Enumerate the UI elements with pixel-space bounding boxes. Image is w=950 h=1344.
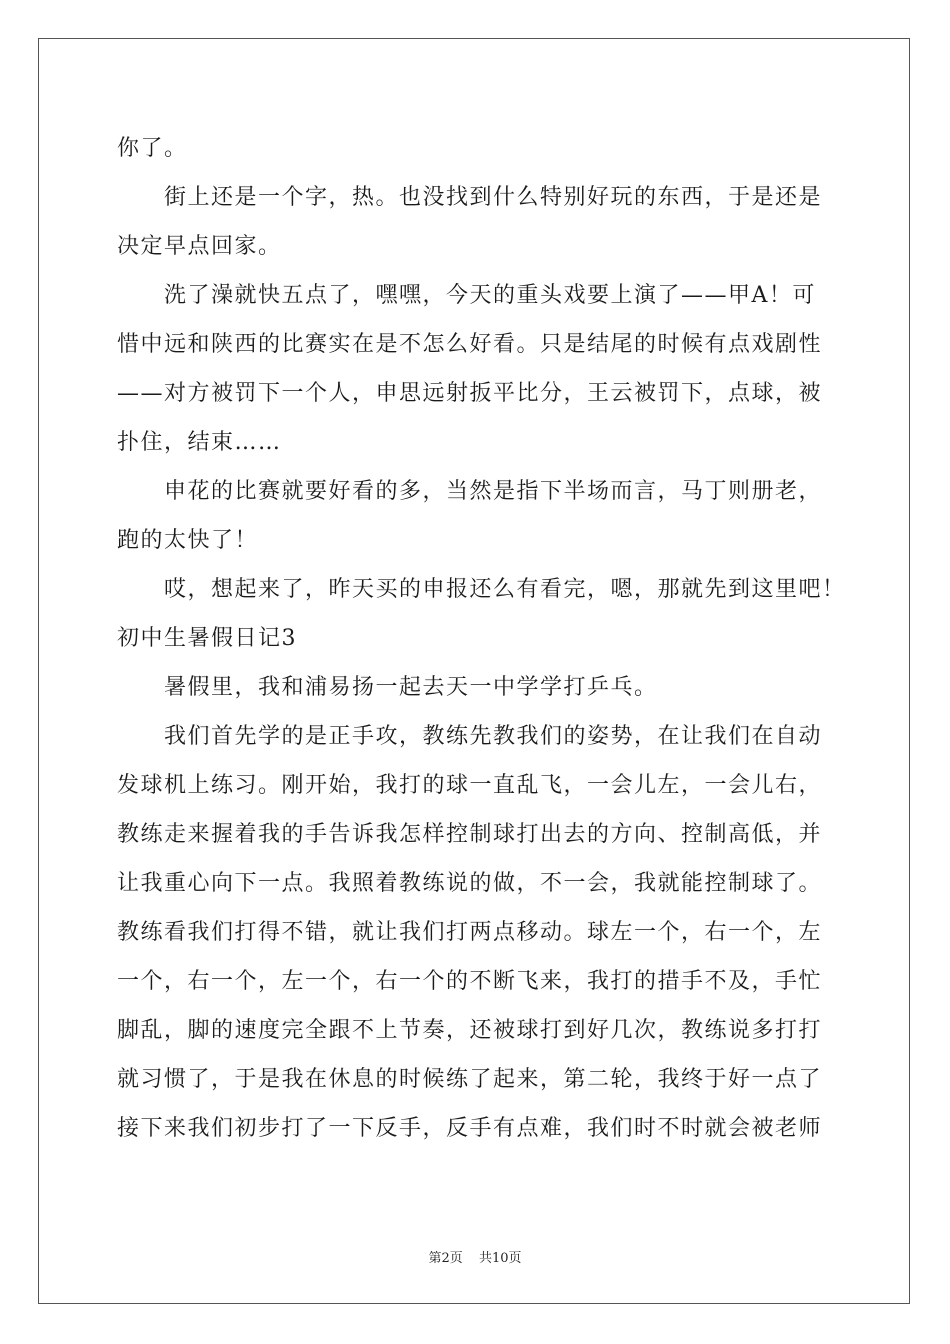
text-line: 申花的比赛就要好看的多，当然是指下半场而言，马丁则册老， bbox=[164, 479, 823, 504]
text-line: 让我重心向下一点。我照着教练说的做，不一会，我就能控制球了。 bbox=[117, 871, 823, 896]
text-line: 哎，想起来了，昨天买的申报还么有看完，嗯，那就先到这里吧！ bbox=[164, 577, 846, 602]
text-line: 你了。 bbox=[117, 136, 188, 161]
text-line: 就习惯了，于是我在休息的时候练了起来，第二轮，我终于好一点了 bbox=[117, 1067, 823, 1092]
page-number: 第2页 bbox=[428, 1251, 463, 1266]
text-line: 发球机上练习。刚开始，我打的球一直乱飞，一会儿左，一会儿右， bbox=[117, 773, 823, 798]
document-body bbox=[117, 124, 846, 1153]
section-heading: 初中生暑假日记3 bbox=[117, 626, 297, 651]
text-line: 惜中远和陕西的比赛实在是不怎么好看。只是结尾的时候有点戏剧性 bbox=[117, 332, 823, 357]
text-line: 扑住，结束…… bbox=[117, 430, 282, 455]
text-line: 跑的太快了！ bbox=[117, 528, 259, 553]
page-footer bbox=[0, 1247, 950, 1266]
text-line: 洗了澡就快五点了，嘿嘿，今天的重头戏要上演了——甲A！可 bbox=[164, 283, 816, 308]
text-line: 一个，右一个，左一个，右一个的不断飞来，我打的措手不及，手忙 bbox=[117, 969, 823, 994]
text-line: 教练看我们打得不错，就让我们打两点移动。球左一个，右一个，左 bbox=[117, 920, 823, 945]
text-line: 教练走来握着我的手告诉我怎样控制球打出去的方向、控制高低，并 bbox=[117, 822, 823, 847]
text-line: 接下来我们初步打了一下反手，反手有点难，我们时不时就会被老师 bbox=[117, 1116, 823, 1141]
total-pages: 共10页 bbox=[478, 1251, 522, 1266]
text-line: 街上还是一个字，热。也没找到什么特别好玩的东西，于是还是 bbox=[164, 185, 823, 210]
text-line: 脚乱，脚的速度完全跟不上节奏，还被球打到好几次，教练说多打打 bbox=[117, 1018, 823, 1043]
text-line: 我们首先学的是正手攻，教练先教我们的姿势，在让我们在自动 bbox=[164, 724, 823, 749]
text-line: 决定早点回家。 bbox=[117, 234, 282, 259]
text-line: 暑假里，我和浦易扬一起去天一中学学打乒乓。 bbox=[164, 675, 658, 700]
text-line: ——对方被罚下一个人，申思远射扳平比分，王云被罚下，点球，被 bbox=[117, 381, 823, 406]
